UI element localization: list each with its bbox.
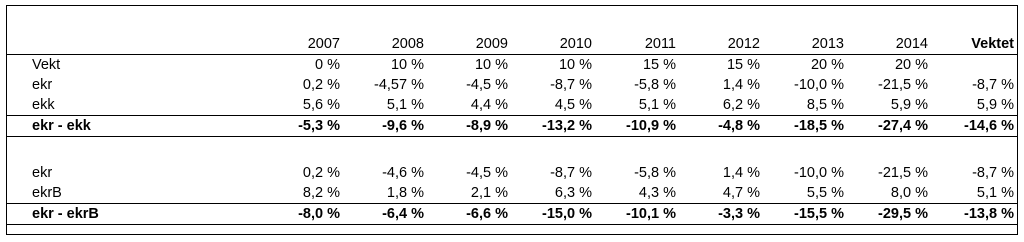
cell: -18,5 %: [764, 116, 848, 137]
header-year: 2008: [344, 34, 428, 55]
cell: 0 %: [315, 57, 340, 73]
row-ekr: [6, 75, 1018, 95]
cell: -8,9 %: [428, 116, 512, 137]
cell: -8,7 %: [550, 165, 592, 181]
cell: 20 %: [894, 57, 928, 73]
cell: 5,1 %: [386, 97, 424, 113]
header-weighted: Vektet: [932, 34, 1018, 55]
cell: 5,1 %: [638, 97, 676, 113]
cell: 4,4 %: [470, 97, 508, 113]
cell: -27,4 %: [848, 116, 932, 137]
cell: -5,8 %: [634, 77, 676, 93]
header-year: 2011: [596, 34, 680, 55]
row-label: ekrB: [32, 185, 62, 201]
cell: 8,5 %: [806, 97, 844, 113]
cell: -21,5 %: [878, 165, 928, 181]
header-year: 2009: [428, 34, 512, 55]
header-label: [6, 34, 258, 55]
cell: -9,6 %: [344, 116, 428, 137]
row-label: Vekt: [32, 57, 61, 73]
header-row: [6, 34, 1018, 55]
cell: -21,5 %: [878, 77, 928, 93]
cell-weighted: -8,7 %: [972, 77, 1014, 93]
cell: -6,6 %: [428, 204, 512, 225]
cell: -15,0 %: [512, 204, 596, 225]
cell: 4,7 %: [722, 185, 760, 201]
row-ekrB: [6, 183, 1018, 204]
cell: 0,2 %: [302, 77, 340, 93]
cell: 2,1 %: [470, 185, 508, 201]
row-ekr-ekrB: [6, 204, 1018, 225]
cell: -10,0 %: [794, 77, 844, 93]
row-label: ekk: [32, 97, 55, 113]
header-year: 2013: [764, 34, 848, 55]
cell: 20 %: [810, 57, 844, 73]
cell: -15,5 %: [764, 204, 848, 225]
cell: -4,5 %: [466, 165, 508, 181]
cell: -4,8 %: [680, 116, 764, 137]
cell: 6,2 %: [722, 97, 760, 113]
cell: -4,5 %: [466, 77, 508, 93]
row-ekr-ekk: [6, 116, 1018, 137]
cell-weighted: [932, 55, 1018, 76]
cell: -8,7 %: [550, 77, 592, 93]
cell-weighted: 5,9 %: [976, 97, 1014, 113]
cell: 8,0 %: [890, 185, 928, 201]
cell-weighted: 5,1 %: [976, 185, 1014, 201]
row-vekt: [6, 55, 1018, 76]
cell: 4,3 %: [638, 185, 676, 201]
cell: -10,0 %: [794, 165, 844, 181]
cell: 1,4 %: [722, 165, 760, 181]
cell: 8,2 %: [302, 185, 340, 201]
row-label: ekr - ekk: [6, 116, 258, 137]
cell: -4,57 %: [374, 77, 424, 93]
cell: -3,3 %: [680, 204, 764, 225]
cell: -8,0 %: [258, 204, 344, 225]
cell-weighted: -13,8 %: [932, 204, 1018, 225]
cell: 10 %: [558, 57, 592, 73]
cell: -6,4 %: [344, 204, 428, 225]
header-year: 2014: [848, 34, 932, 55]
header-year: 2012: [680, 34, 764, 55]
cell: 6,3 %: [554, 185, 592, 201]
cell: 1,8 %: [386, 185, 424, 201]
cell-weighted: -14,6 %: [932, 116, 1018, 137]
cell: -13,2 %: [512, 116, 596, 137]
cell: -10,9 %: [596, 116, 680, 137]
cell: 4,5 %: [554, 97, 592, 113]
cell: 10 %: [474, 57, 508, 73]
cell: -29,5 %: [848, 204, 932, 225]
cell: -5,3 %: [258, 116, 344, 137]
cell: 0,2 %: [302, 165, 340, 181]
cell: -5,8 %: [634, 165, 676, 181]
row-label: ekr: [32, 165, 53, 181]
cell: 10 %: [390, 57, 424, 73]
row-label: ekr: [32, 77, 53, 93]
cell: 15 %: [642, 57, 676, 73]
spacer-row: [6, 137, 1018, 164]
cell: 1,4 %: [722, 77, 760, 93]
cell: 15 %: [726, 57, 760, 73]
data-table: [6, 34, 1018, 225]
row-ekk: [6, 95, 1018, 116]
cell: 5,9 %: [890, 97, 928, 113]
cell: -4,6 %: [382, 165, 424, 181]
header-year: 2007: [258, 34, 344, 55]
cell: 5,5 %: [806, 185, 844, 201]
row-label: ekr - ekrB: [6, 204, 258, 225]
cell-weighted: -8,7 %: [972, 165, 1014, 181]
row-ekr-2: [6, 163, 1018, 183]
cell: -10,1 %: [596, 204, 680, 225]
cell: 5,6 %: [302, 97, 340, 113]
header-year: 2010: [512, 34, 596, 55]
